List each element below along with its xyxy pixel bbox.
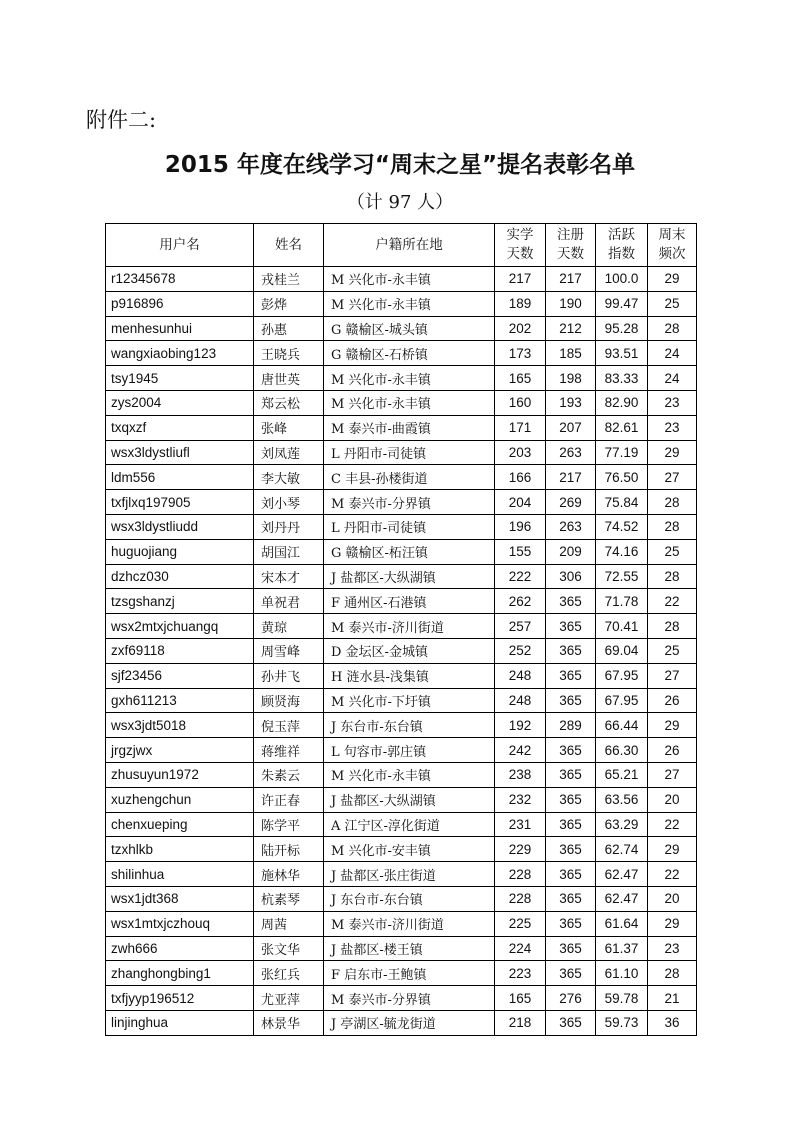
cell-register-days: 365 xyxy=(546,837,596,862)
cell-username: ldm556 xyxy=(106,465,254,490)
cell-register-days: 365 xyxy=(546,936,596,961)
cell-username: zhanghongbing1 xyxy=(106,961,254,986)
cell-study-days: 155 xyxy=(495,539,546,564)
table-body xyxy=(106,267,697,1036)
cell-name: 宋本才 xyxy=(254,564,324,589)
document-title: 2015 年度在线学习“周末之星”提名表彰名单 xyxy=(164,152,636,178)
cell-username: zhusuyun1972 xyxy=(106,762,254,787)
cell-location: J 盐都区-张庄街道 xyxy=(324,862,495,887)
cell-weekend-frequency: 22 xyxy=(648,862,697,887)
cell-activity-index: 61.10 xyxy=(596,961,648,986)
table-row xyxy=(106,539,697,564)
table-row xyxy=(106,936,697,961)
cell-name: 刘凤莲 xyxy=(254,440,324,465)
cell-study-days: 165 xyxy=(495,366,546,391)
cell-register-days: 365 xyxy=(546,688,596,713)
cell-register-days: 212 xyxy=(546,316,596,341)
cell-register-days: 217 xyxy=(546,465,596,490)
cell-username: tzsgshanzj xyxy=(106,589,254,614)
cell-name: 杭素琴 xyxy=(254,886,324,911)
cell-location: L 丹阳市-司徒镇 xyxy=(324,440,495,465)
cell-name: 蒋维祥 xyxy=(254,738,324,763)
cell-register-days: 365 xyxy=(546,663,596,688)
cell-activity-index: 62.47 xyxy=(596,886,648,911)
cell-username: zxf69118 xyxy=(106,638,254,663)
header-activity-index: 活跃 指数 xyxy=(596,224,648,267)
cell-location: D 金坛区-金城镇 xyxy=(324,638,495,663)
table-header-row xyxy=(106,224,697,267)
cell-activity-index: 61.37 xyxy=(596,936,648,961)
cell-study-days: 231 xyxy=(495,812,546,837)
header-study-days: 实学 天数 xyxy=(495,224,546,267)
cell-study-days: 192 xyxy=(495,713,546,738)
cell-username: r12345678 xyxy=(106,267,254,292)
cell-username: p916896 xyxy=(106,291,254,316)
table-row xyxy=(106,415,697,440)
cell-weekend-frequency: 28 xyxy=(648,514,697,539)
cell-activity-index: 74.52 xyxy=(596,514,648,539)
cell-location: M 泰兴市-分界镇 xyxy=(324,986,495,1011)
cell-name: 李大敏 xyxy=(254,465,324,490)
cell-activity-index: 59.78 xyxy=(596,986,648,1011)
cell-name: 许正春 xyxy=(254,787,324,812)
cell-weekend-frequency: 27 xyxy=(648,465,697,490)
cell-study-days: 222 xyxy=(495,564,546,589)
cell-activity-index: 63.29 xyxy=(596,812,648,837)
cell-weekend-frequency: 29 xyxy=(648,267,697,292)
table-row xyxy=(106,564,697,589)
cell-name: 张文华 xyxy=(254,936,324,961)
cell-weekend-frequency: 22 xyxy=(648,812,697,837)
cell-activity-index: 82.90 xyxy=(596,390,648,415)
cell-study-days: 202 xyxy=(495,316,546,341)
table-row xyxy=(106,688,697,713)
cell-location: G 赣榆区-柘汪镇 xyxy=(324,539,495,564)
cell-location: F 通州区-石港镇 xyxy=(324,589,495,614)
table-row xyxy=(106,862,697,887)
cell-study-days: 229 xyxy=(495,837,546,862)
cell-location: M 兴化市-永丰镇 xyxy=(324,291,495,316)
table-row xyxy=(106,738,697,763)
cell-weekend-frequency: 36 xyxy=(648,1010,697,1035)
cell-location: C 丰县-孙楼街道 xyxy=(324,465,495,490)
cell-location: G 赣榆区-石桥镇 xyxy=(324,341,495,366)
cell-study-days: 204 xyxy=(495,490,546,515)
cell-study-days: 160 xyxy=(495,390,546,415)
cell-activity-index: 67.95 xyxy=(596,663,648,688)
attachment-label: 附件二: xyxy=(86,108,157,132)
cell-register-days: 365 xyxy=(546,762,596,787)
cell-weekend-frequency: 23 xyxy=(648,390,697,415)
cell-study-days: 218 xyxy=(495,1010,546,1035)
cell-study-days: 252 xyxy=(495,638,546,663)
cell-location: M 兴化市-永丰镇 xyxy=(324,366,495,391)
cell-weekend-frequency: 24 xyxy=(648,341,697,366)
cell-register-days: 365 xyxy=(546,589,596,614)
cell-activity-index: 61.64 xyxy=(596,911,648,936)
table-row xyxy=(106,961,697,986)
cell-username: zwh666 xyxy=(106,936,254,961)
cell-register-days: 207 xyxy=(546,415,596,440)
table-row xyxy=(106,986,697,1011)
cell-register-days: 190 xyxy=(546,291,596,316)
cell-username: wsx3jdt5018 xyxy=(106,713,254,738)
cell-location: J 东台市-东台镇 xyxy=(324,713,495,738)
cell-register-days: 365 xyxy=(546,911,596,936)
cell-name: 唐世英 xyxy=(254,366,324,391)
cell-register-days: 269 xyxy=(546,490,596,515)
cell-name: 王晓兵 xyxy=(254,341,324,366)
cell-weekend-frequency: 29 xyxy=(648,911,697,936)
cell-register-days: 217 xyxy=(546,267,596,292)
cell-study-days: 242 xyxy=(495,738,546,763)
cell-name: 施林华 xyxy=(254,862,324,887)
cell-study-days: 228 xyxy=(495,862,546,887)
cell-location: M 泰兴市-曲霞镇 xyxy=(324,415,495,440)
cell-location: F 启东市-王鲍镇 xyxy=(324,961,495,986)
cell-username: menhesunhui xyxy=(106,316,254,341)
cell-name: 陆开标 xyxy=(254,837,324,862)
cell-register-days: 365 xyxy=(546,614,596,639)
cell-weekend-frequency: 20 xyxy=(648,787,697,812)
cell-activity-index: 75.84 xyxy=(596,490,648,515)
cell-username: gxh611213 xyxy=(106,688,254,713)
cell-activity-index: 71.78 xyxy=(596,589,648,614)
cell-name: 顾贤海 xyxy=(254,688,324,713)
cell-study-days: 165 xyxy=(495,986,546,1011)
cell-name: 陈学平 xyxy=(254,812,324,837)
cell-study-days: 232 xyxy=(495,787,546,812)
cell-activity-index: 59.73 xyxy=(596,1010,648,1035)
cell-study-days: 238 xyxy=(495,762,546,787)
cell-activity-index: 77.19 xyxy=(596,440,648,465)
cell-location: H 涟水县-浅集镇 xyxy=(324,663,495,688)
cell-username: wangxiaobing123 xyxy=(106,341,254,366)
cell-username: txqxzf xyxy=(106,415,254,440)
cell-register-days: 365 xyxy=(546,886,596,911)
cell-register-days: 365 xyxy=(546,738,596,763)
cell-username: sjf23456 xyxy=(106,663,254,688)
cell-weekend-frequency: 28 xyxy=(648,490,697,515)
cell-study-days: 257 xyxy=(495,614,546,639)
cell-name: 周茜 xyxy=(254,911,324,936)
cell-study-days: 217 xyxy=(495,267,546,292)
table-row xyxy=(106,341,697,366)
cell-study-days: 262 xyxy=(495,589,546,614)
cell-study-days: 225 xyxy=(495,911,546,936)
cell-register-days: 209 xyxy=(546,539,596,564)
cell-activity-index: 95.28 xyxy=(596,316,648,341)
cell-study-days: 173 xyxy=(495,341,546,366)
cell-weekend-frequency: 29 xyxy=(648,713,697,738)
cell-username: txfjyyp196512 xyxy=(106,986,254,1011)
cell-weekend-frequency: 28 xyxy=(648,564,697,589)
cell-name: 黄琼 xyxy=(254,614,324,639)
cell-location: M 兴化市-安丰镇 xyxy=(324,837,495,862)
cell-study-days: 189 xyxy=(495,291,546,316)
cell-name: 刘小琴 xyxy=(254,490,324,515)
cell-register-days: 185 xyxy=(546,341,596,366)
table-row xyxy=(106,490,697,515)
cell-name: 胡国江 xyxy=(254,539,324,564)
cell-username: tzxhlkb xyxy=(106,837,254,862)
cell-name: 周雪峰 xyxy=(254,638,324,663)
cell-name: 尤亚萍 xyxy=(254,986,324,1011)
cell-register-days: 365 xyxy=(546,787,596,812)
cell-location: G 赣榆区-城头镇 xyxy=(324,316,495,341)
cell-activity-index: 69.04 xyxy=(596,638,648,663)
cell-weekend-frequency: 20 xyxy=(648,886,697,911)
table-row xyxy=(106,390,697,415)
cell-name: 倪玉萍 xyxy=(254,713,324,738)
cell-register-days: 289 xyxy=(546,713,596,738)
cell-study-days: 248 xyxy=(495,688,546,713)
table-row xyxy=(106,316,697,341)
cell-weekend-frequency: 23 xyxy=(648,936,697,961)
cell-location: A 江宁区-淳化街道 xyxy=(324,812,495,837)
table-row xyxy=(106,911,697,936)
table-row xyxy=(106,267,697,292)
cell-name: 戎桂兰 xyxy=(254,267,324,292)
table-row xyxy=(106,762,697,787)
cell-study-days: 224 xyxy=(495,936,546,961)
cell-username: txfjlxq197905 xyxy=(106,490,254,515)
cell-weekend-frequency: 29 xyxy=(648,440,697,465)
cell-activity-index: 62.47 xyxy=(596,862,648,887)
cell-location: M 泰兴市-济川街道 xyxy=(324,614,495,639)
cell-register-days: 365 xyxy=(546,812,596,837)
cell-location: M 兴化市-永丰镇 xyxy=(324,390,495,415)
cell-location: M 兴化市-永丰镇 xyxy=(324,267,495,292)
cell-weekend-frequency: 28 xyxy=(648,316,697,341)
cell-location: M 泰兴市-济川街道 xyxy=(324,911,495,936)
cell-register-days: 306 xyxy=(546,564,596,589)
table-row xyxy=(106,638,697,663)
cell-activity-index: 62.74 xyxy=(596,837,648,862)
table-row xyxy=(106,787,697,812)
cell-location: M 泰兴市-分界镇 xyxy=(324,490,495,515)
cell-activity-index: 72.55 xyxy=(596,564,648,589)
cell-location: J 盐都区-楼王镇 xyxy=(324,936,495,961)
cell-weekend-frequency: 25 xyxy=(648,291,697,316)
cell-weekend-frequency: 25 xyxy=(648,638,697,663)
cell-activity-index: 67.95 xyxy=(596,688,648,713)
cell-weekend-frequency: 22 xyxy=(648,589,697,614)
cell-name: 张峰 xyxy=(254,415,324,440)
cell-username: xuzhengchun xyxy=(106,787,254,812)
cell-activity-index: 66.30 xyxy=(596,738,648,763)
cell-username: wsx2mtxjchuangq xyxy=(106,614,254,639)
cell-weekend-frequency: 26 xyxy=(648,738,697,763)
cell-activity-index: 99.47 xyxy=(596,291,648,316)
cell-weekend-frequency: 28 xyxy=(648,961,697,986)
header-username: 用户名 xyxy=(106,224,254,267)
cell-location: J 亭湖区-毓龙街道 xyxy=(324,1010,495,1035)
cell-username: wsx1mtxjczhouq xyxy=(106,911,254,936)
cell-username: zys2004 xyxy=(106,390,254,415)
cell-name: 郑云松 xyxy=(254,390,324,415)
cell-username: chenxueping xyxy=(106,812,254,837)
cell-name: 孙井飞 xyxy=(254,663,324,688)
cell-weekend-frequency: 24 xyxy=(648,366,697,391)
header-name: 姓名 xyxy=(254,224,324,267)
cell-weekend-frequency: 27 xyxy=(648,762,697,787)
header-location: 户籍所在地 xyxy=(324,224,495,267)
cell-weekend-frequency: 29 xyxy=(648,837,697,862)
cell-weekend-frequency: 28 xyxy=(648,614,697,639)
table-row xyxy=(106,713,697,738)
cell-register-days: 198 xyxy=(546,366,596,391)
cell-name: 彭烨 xyxy=(254,291,324,316)
count-note: （计 97 人） xyxy=(346,192,454,213)
cell-weekend-frequency: 21 xyxy=(648,986,697,1011)
cell-name: 刘丹丹 xyxy=(254,514,324,539)
honor-list-table xyxy=(105,223,697,1036)
table-row xyxy=(106,366,697,391)
cell-register-days: 365 xyxy=(546,961,596,986)
cell-weekend-frequency: 23 xyxy=(648,415,697,440)
cell-name: 孙惠 xyxy=(254,316,324,341)
cell-study-days: 166 xyxy=(495,465,546,490)
cell-name: 朱素云 xyxy=(254,762,324,787)
cell-register-days: 365 xyxy=(546,1010,596,1035)
cell-location: J 盐都区-大纵湖镇 xyxy=(324,564,495,589)
table-row xyxy=(106,465,697,490)
cell-weekend-frequency: 26 xyxy=(648,688,697,713)
table-row xyxy=(106,1010,697,1035)
cell-location: M 兴化市-永丰镇 xyxy=(324,762,495,787)
table-row xyxy=(106,589,697,614)
cell-username: jrgzjwx xyxy=(106,738,254,763)
cell-study-days: 223 xyxy=(495,961,546,986)
table-row xyxy=(106,514,697,539)
cell-location: J 东台市-东台镇 xyxy=(324,886,495,911)
cell-activity-index: 83.33 xyxy=(596,366,648,391)
cell-study-days: 248 xyxy=(495,663,546,688)
cell-weekend-frequency: 25 xyxy=(648,539,697,564)
table-row xyxy=(106,614,697,639)
cell-location: L 句容市-郭庄镇 xyxy=(324,738,495,763)
cell-name: 张红兵 xyxy=(254,961,324,986)
cell-activity-index: 100.0 xyxy=(596,267,648,292)
cell-name: 单祝君 xyxy=(254,589,324,614)
cell-register-days: 365 xyxy=(546,862,596,887)
table-row xyxy=(106,440,697,465)
cell-location: M 兴化市-下圩镇 xyxy=(324,688,495,713)
cell-study-days: 171 xyxy=(495,415,546,440)
cell-name: 林景华 xyxy=(254,1010,324,1035)
cell-username: linjinghua xyxy=(106,1010,254,1035)
cell-activity-index: 63.56 xyxy=(596,787,648,812)
cell-study-days: 203 xyxy=(495,440,546,465)
table-row xyxy=(106,663,697,688)
cell-study-days: 228 xyxy=(495,886,546,911)
cell-activity-index: 66.44 xyxy=(596,713,648,738)
cell-register-days: 263 xyxy=(546,440,596,465)
cell-username: dzhcz030 xyxy=(106,564,254,589)
cell-location: L 丹阳市-司徒镇 xyxy=(324,514,495,539)
cell-username: wsx1jdt368 xyxy=(106,886,254,911)
table-row xyxy=(106,291,697,316)
cell-activity-index: 74.16 xyxy=(596,539,648,564)
cell-username: shilinhua xyxy=(106,862,254,887)
cell-register-days: 263 xyxy=(546,514,596,539)
cell-username: wsx3ldystliufl xyxy=(106,440,254,465)
cell-activity-index: 70.41 xyxy=(596,614,648,639)
cell-register-days: 365 xyxy=(546,638,596,663)
cell-location: J 盐都区-大纵湖镇 xyxy=(324,787,495,812)
cell-weekend-frequency: 27 xyxy=(648,663,697,688)
cell-username: tsy1945 xyxy=(106,366,254,391)
cell-activity-index: 65.21 xyxy=(596,762,648,787)
table-row xyxy=(106,837,697,862)
cell-register-days: 193 xyxy=(546,390,596,415)
cell-register-days: 276 xyxy=(546,986,596,1011)
header-weekend-frequency: 周末 频次 xyxy=(648,224,697,267)
cell-username: wsx3ldystliudd xyxy=(106,514,254,539)
cell-study-days: 196 xyxy=(495,514,546,539)
table-row xyxy=(106,812,697,837)
header-register-days: 注册 天数 xyxy=(546,224,596,267)
cell-activity-index: 93.51 xyxy=(596,341,648,366)
cell-activity-index: 76.50 xyxy=(596,465,648,490)
cell-activity-index: 82.61 xyxy=(596,415,648,440)
table-row xyxy=(106,886,697,911)
cell-username: huguojiang xyxy=(106,539,254,564)
